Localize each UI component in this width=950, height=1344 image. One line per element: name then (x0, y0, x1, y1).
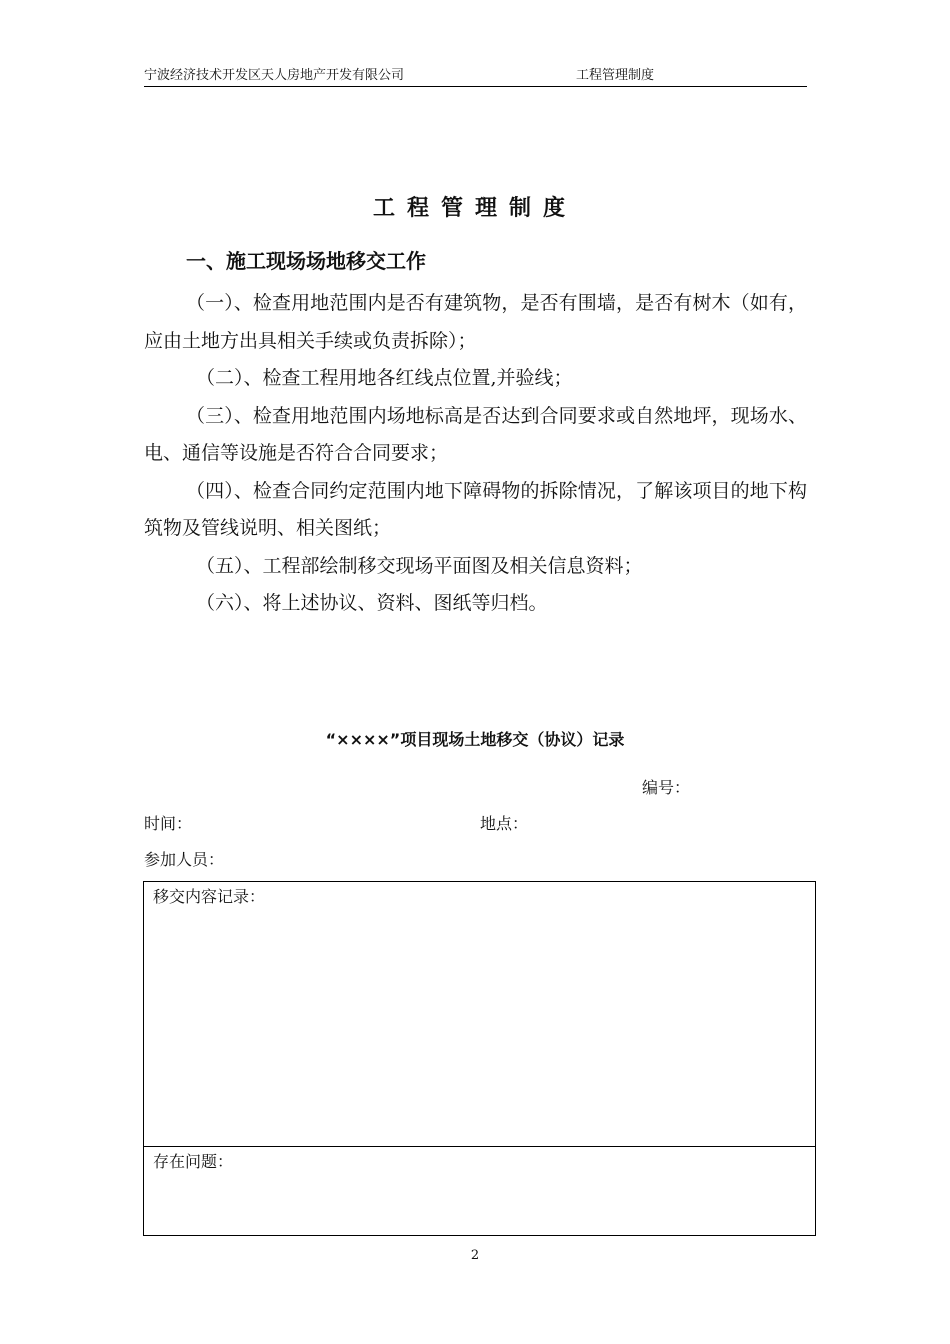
list-item: （五）、工程部绘制移交现场平面图及相关信息资料； (196, 554, 643, 577)
list-item: （三）、检查用地范围内场地标高是否达到合同要求或自然地坪，现场水、电、通信等设施是否符合合同要求； (144, 404, 807, 464)
record-participants-label: 参加人员： (144, 850, 225, 869)
page-title: 工程管理制度 (372, 196, 577, 221)
record-table (143, 881, 816, 1236)
record-number-label: 编号： (642, 778, 691, 797)
section-heading: 一、施工现场场地移交工作 (186, 249, 426, 273)
content-record-cell (144, 882, 816, 1147)
page-number: 2 (470, 1248, 480, 1263)
issues-label: 存在问题： (153, 1152, 234, 1171)
table-row (144, 882, 816, 1147)
list-item: （四）、检查合同约定范围内地下障碍物的拆除情况，了解该项目的地下构筑物及管线说明、相关图纸； (144, 479, 807, 539)
record-time-label: 时间： (144, 814, 193, 833)
content-record-label: 移交内容记录： (153, 887, 266, 906)
section-body (144, 285, 807, 623)
list-item: （二）、检查工程用地各红线点位置,并验线； (196, 367, 573, 389)
record-place-label: 地点： (480, 814, 529, 833)
table-row (144, 1147, 816, 1236)
issues-cell (144, 1147, 816, 1236)
header-company: 宁波经济技术开发区天人房地产开发有限公司 (144, 68, 405, 83)
list-item: （一）、检查用地范围内是否有建筑物，是否有围墙，是否有树木（如有，应由土地方出具相关手续或负责拆除）； (144, 292, 807, 352)
record-title: “××××”项目现场土地移交（协议）记录 (325, 730, 625, 749)
list-item: （六）、将上述协议、资料、图纸等归档。 (196, 592, 548, 614)
header-doc-name: 工程管理制度 (576, 68, 655, 83)
page-header (144, 66, 807, 87)
